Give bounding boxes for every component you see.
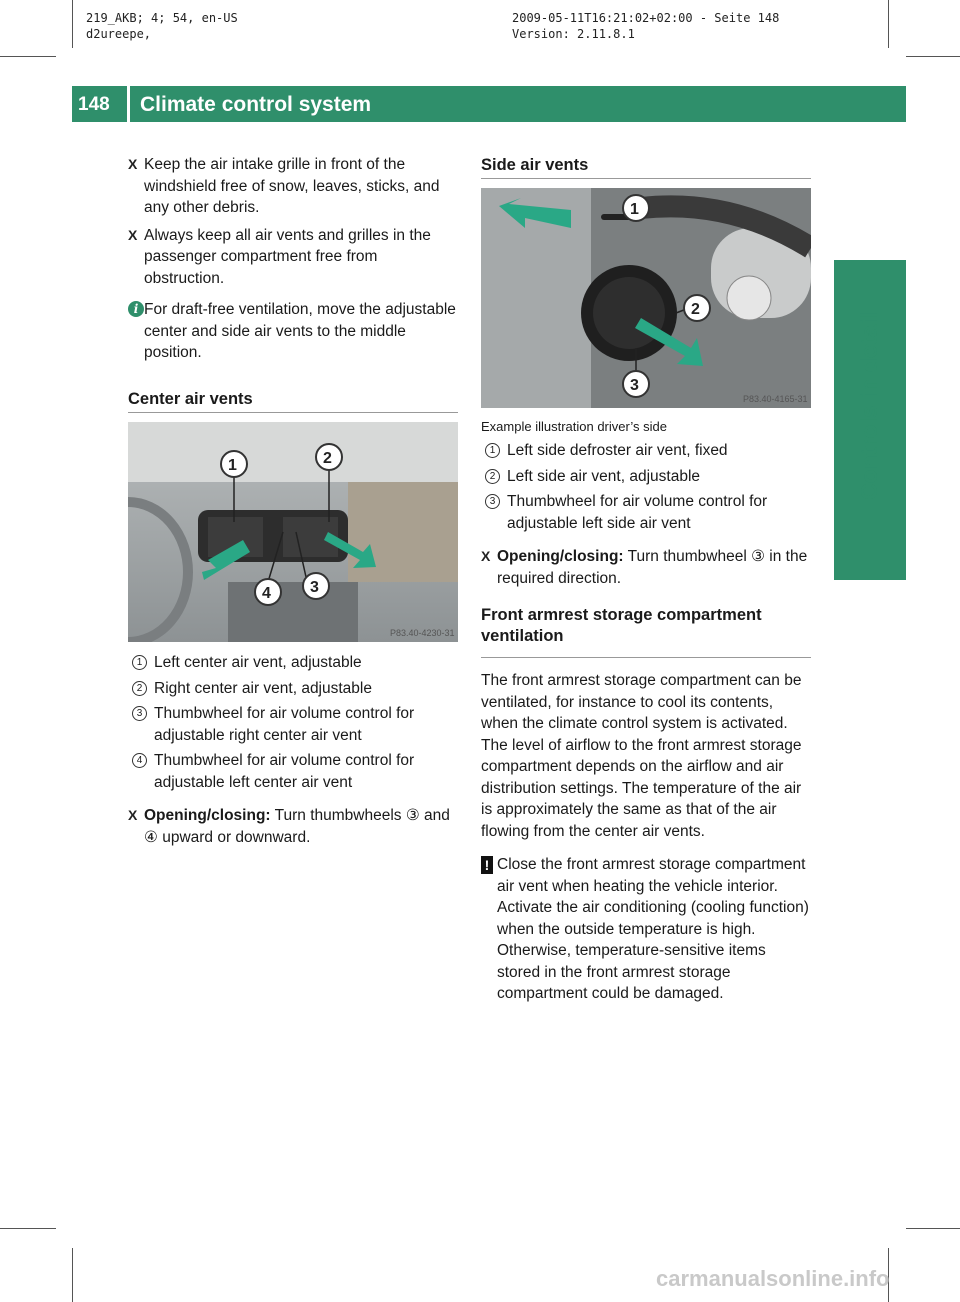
left-column: [128, 154, 458, 364]
action-label: Opening/closing:: [144, 807, 271, 824]
side-vents-heading: Side air vents: [481, 156, 589, 174]
svg-text:4: 4: [262, 585, 271, 602]
meta-left-line2: d2ureepe,: [86, 27, 152, 41]
action-text: Turn thumbwheel ③ in the required direction.: [497, 548, 808, 587]
item-number-icon: 1: [132, 655, 147, 670]
list-item: [481, 440, 811, 462]
crop-mark: [72, 0, 73, 48]
side-vents-figure: [481, 188, 811, 408]
action-item: [481, 546, 811, 589]
svg-text:3: 3: [630, 377, 639, 394]
item-text: Right center air vent, adjustable: [154, 679, 372, 697]
info-note: [128, 299, 458, 364]
meta-left-line1: 219_AKB; 4; 54, en-US: [86, 11, 238, 25]
list-item: [128, 678, 458, 700]
item-text: Thumbwheel for air volume control for adjustable right center air vent: [154, 705, 415, 744]
watermark: carmanualsonline.info: [656, 1266, 890, 1291]
center-vents-figure: [128, 422, 458, 642]
bullet-item: [128, 225, 458, 290]
bullet-arrow-icon: X: [128, 807, 138, 823]
dash-top: [128, 422, 458, 482]
list-item: [128, 750, 458, 793]
item-text: Left side defroster air vent, fixed: [507, 442, 728, 459]
meta-right: [512, 10, 779, 42]
bullet-arrow-icon: X: [128, 156, 138, 172]
bullet-text: Keep the air intake grille in front of the windshield free of snow, leaves, sticks, and any other debris.: [144, 156, 440, 216]
svg-text:1: 1: [228, 457, 237, 474]
action-text: Turn thumbwheels ③ and ④ upward or downward.: [144, 807, 450, 846]
info-text: For draft-free ventilation, move the adjustable center and side air vents to the middle position.: [144, 301, 456, 361]
heading-rule: [481, 178, 811, 179]
page-number: 148: [78, 94, 110, 115]
warning-text: Close the front armrest storage compartment air vent when heating the vehicle interior. Activate the air conditioning (cooling function) when the outside temperature is high. Otherwise, temperature-sensitive items stored in the front armrest storage compartment could be damaged.: [497, 856, 809, 1002]
action-label: Opening/closing:: [497, 548, 624, 565]
svg-text:1: 1: [630, 201, 639, 218]
center-items-list: [128, 652, 458, 848]
item-text: Thumbwheel for air volume control for adjustable left side air vent: [507, 493, 768, 532]
bullet-arrow-icon: X: [481, 548, 491, 564]
meta-left: [86, 10, 238, 42]
header-divider: [127, 56, 130, 122]
action-item: [128, 805, 458, 848]
a-pillar: [481, 188, 591, 408]
item-number-icon: 3: [485, 494, 500, 509]
bullet-item: [128, 154, 458, 219]
item-text: Left side air vent, adjustable: [507, 467, 701, 485]
figure-caption: Example illustration driver’s side: [481, 419, 667, 434]
item-text: Left center air vent, adjustable: [154, 654, 362, 671]
svg-text:3: 3: [310, 579, 319, 596]
crop-mark: [0, 56, 56, 57]
section-label: Controls in detail: [856, 312, 882, 500]
item-text: Thumbwheel for air volume control for adjustable left center air vent: [154, 752, 415, 791]
list-item: [481, 466, 811, 488]
bullet-text: Always keep all air vents and grilles in the passenger compartment free from obstruction.: [144, 226, 431, 287]
center-console: [228, 582, 358, 642]
list-item: [128, 703, 458, 746]
gauge: [727, 276, 771, 320]
list-item: [128, 652, 458, 674]
svg-text:2: 2: [323, 450, 332, 467]
meta-right-line1: 2009-05-11T16:21:02+02:00 - Seite 148: [512, 11, 780, 25]
svg-text:2: 2: [691, 301, 700, 318]
list-item: [481, 491, 811, 534]
meta-right-line2: Version: 2.11.8.1: [512, 27, 635, 41]
armrest-paragraph: The front armrest storage compartment can be ventilated, for instance to cool its contents, when the climate control system is activated. The level of airflow to the front armrest storage compartment depends on the airflow and air distribution settings. The temperature of the air is approximately the same as that of the air flowing from the center air vents.: [481, 672, 802, 840]
bullet-arrow-icon: X: [128, 226, 138, 243]
crop-mark: [72, 1248, 73, 1302]
warning-note: [481, 854, 811, 1005]
armrest-heading: Front armrest storage compartment ventilation: [481, 606, 762, 645]
warning-icon: !: [481, 856, 493, 874]
crop-mark: [906, 1228, 960, 1229]
heading-rule: [481, 657, 811, 658]
crop-mark: [906, 56, 960, 57]
item-number-icon: 3: [132, 706, 147, 721]
side-items-list: [481, 440, 811, 1005]
heading-rule: [128, 412, 458, 413]
center-vents-heading: Center air vents: [128, 390, 253, 408]
crop-mark: [888, 0, 889, 48]
item-number-icon: 4: [132, 753, 147, 768]
figure-code: P83.40-4165-31: [743, 394, 808, 404]
item-number-icon: 1: [485, 443, 500, 458]
info-icon: i: [128, 301, 144, 317]
figure-code: P83.40-4230-31: [390, 628, 455, 638]
page-title: Climate control system: [140, 93, 372, 116]
crop-mark: [0, 1228, 56, 1229]
item-number-icon: 2: [485, 469, 500, 484]
item-number-icon: 2: [132, 681, 147, 696]
